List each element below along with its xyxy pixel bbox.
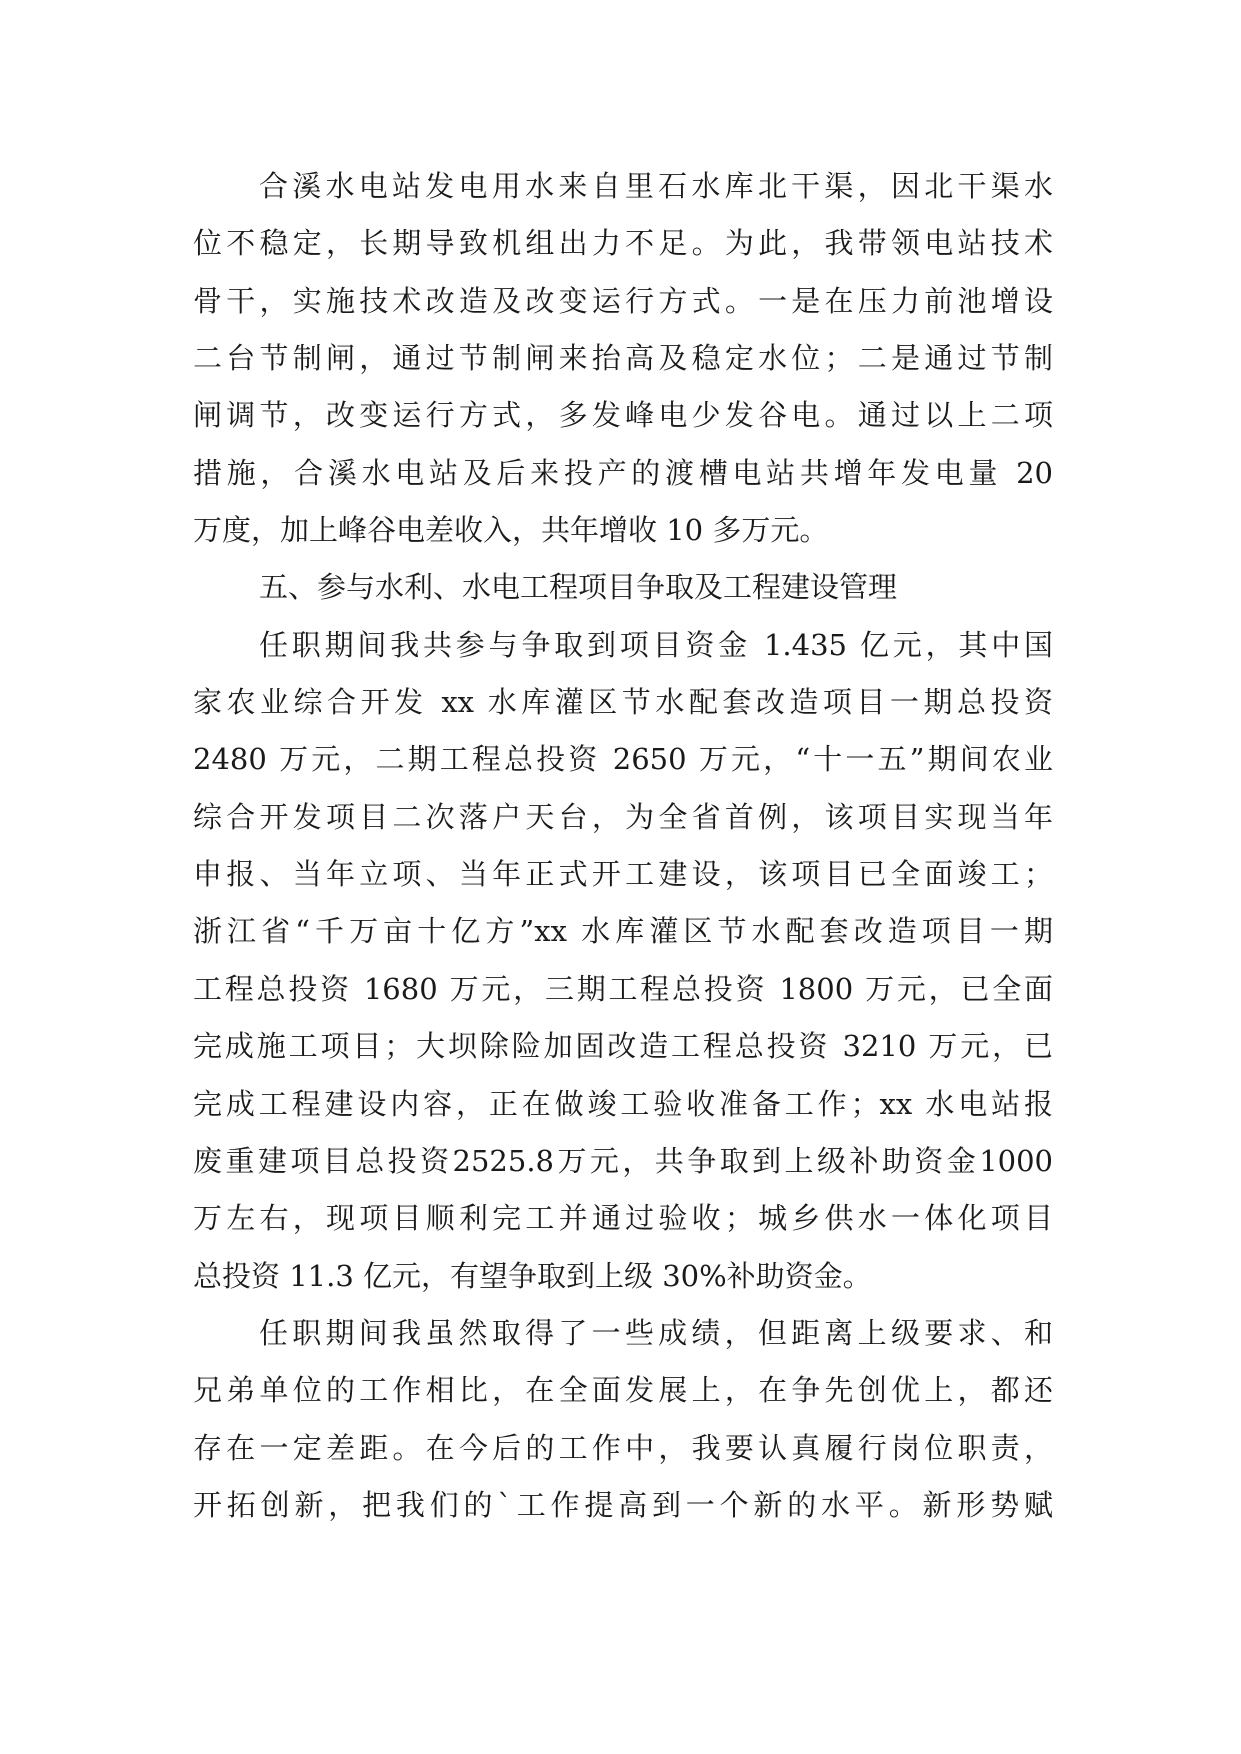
text-line: 措施，合溪水电站及后来投产的渡槽电站共增年发电量 20 <box>193 455 1053 490</box>
text-line: 家农业综合开发 xx 水库灌区节水配套改造项目一期总投资 <box>193 685 1053 720</box>
text-line: 闸调节，改变运行方式，多发峰电少发谷电。通过以上二项 <box>193 398 1053 433</box>
text-line: 二台节制闸，通过节制闸来抬高及稳定水位；二是通过节制 <box>193 341 1053 376</box>
text-line: 存在一定差距。在今后的工作中，我要认真履行岗位职责， <box>193 1430 1053 1465</box>
text-line: 完成施工项目；大坝除险加固改造工程总投资 3210 万元，已 <box>193 1029 1053 1064</box>
text-line: 任职期间我共参与争取到项目资金 1.435 亿元，其中国 <box>259 627 1053 662</box>
text-line: 万左右，现项目顺利完工并通过验收；城乡供水一体化项目 <box>193 1201 1053 1236</box>
text-line: 工程总投资 1680 万元，三期工程总投资 1800 万元，已全面 <box>193 971 1053 1006</box>
text-line: 综合开发项目二次落户天台，为全省首例，该项目实现当年 <box>193 799 1053 834</box>
text-line: 位不稳定，长期导致机组出力不足。为此，我带领电站技术 <box>193 226 1053 261</box>
paragraph-conclusion <box>193 1305 1053 1534</box>
text-line: 总投资 11.3 亿元，有望争取到上级 30%补助资金。 <box>193 1258 872 1293</box>
text-line: 浙江省“千万亩十亿方”xx 水库灌区节水配套改造项目一期 <box>193 914 1053 949</box>
text-line: 兄弟单位的工作相比，在全面发展上，在争先创优上，都还 <box>193 1373 1053 1408</box>
text-line: 开拓创新，把我们的`工作提高到一个新的水平。新形势赋 <box>193 1487 1053 1522</box>
text-line: 完成工程建设内容，正在做竣工验收准备工作；xx 水电站报 <box>193 1086 1053 1121</box>
text-line: 申报、当年立项、当年正式开工建设，该项目已全面竣工； <box>193 857 1053 892</box>
text-line: 合溪水电站发电用水来自里石水库北干渠，因北干渠水 <box>259 169 1053 203</box>
document-body <box>193 158 1053 1534</box>
text-line: 万度，加上峰谷电差收入，共年增收 10 多万元。 <box>193 513 829 548</box>
text-line: 2480 万元，二期工程总投资 2650 万元，“十一五”期间农业 <box>193 742 1053 777</box>
paragraph-hydro-station <box>193 158 1053 559</box>
paragraph-project-funding <box>193 617 1053 1305</box>
text-line: 任职期间我虽然取得了一些成绩，但距离上级要求、和 <box>259 1315 1053 1350</box>
text-line: 废重建项目总投资2525.8万元，共争取到上级补助资金1000 <box>193 1143 1053 1178</box>
heading-line: 五、参与水利、水电工程项目争取及工程建设管理 <box>259 570 898 605</box>
text-line: 骨干，实施技术改造及改变运行方式。一是在压力前池增设 <box>193 283 1053 318</box>
section-heading <box>193 559 1053 616</box>
